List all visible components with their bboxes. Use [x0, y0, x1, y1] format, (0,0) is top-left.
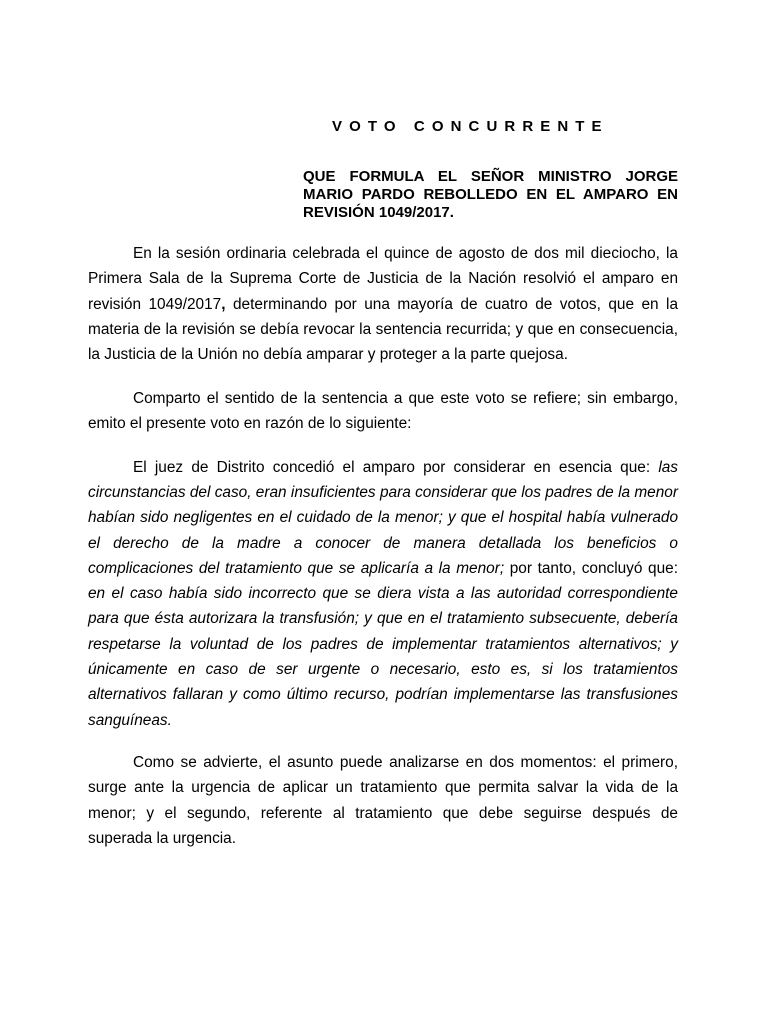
document-title: VOTO CONCURRENTE — [332, 118, 609, 135]
paragraph-1-bold-comma: , — [221, 295, 226, 313]
paragraph-4: Como se advierte, el asunto puede analizarse en dos momentos: el primero, surge ante la urgencia de aplicar un tratamiento que permita salvar la vida de la menor; y el segundo, referente al tratamiento que debe seguirse después de superada la urgencia. — [88, 753, 678, 847]
paragraph-3-quote-1: las circunstancias del caso, eran insuficientes para considerar que los padres de la menor habían sido negligentes en el cuidado de la menor; y que el hospital había vulnerado el derecho de la madre a conocer de manera detallada los beneficios o complicaciones del tratamiento que se aplicaría a la menor; — [88, 458, 678, 577]
paragraph-1 — [88, 241, 678, 367]
paragraph-3 — [88, 455, 678, 733]
paragraph-2: Comparto el sentido de la sentencia a que este voto se refiere; sin embargo, emito el presente voto en razón de lo siguiente: — [88, 389, 678, 433]
document-body — [88, 241, 678, 869]
paragraph-3-text-c: por tanto, concluyó que: — [504, 559, 678, 577]
paragraph-3-quote-2: en el caso había sido incorrecto que se diera vista a las autoridad correspondiente para que ésta autorizara la transfusión; y que en el tratamiento subsecuente, debería respetarse la voluntad de los padres de implementar tratamientos alternativos; y únicamente en caso de ser urgente o necesario, esto es, si los tratamientos alternativos fallaran y como último recurso, podrían implementarse las transfusiones sanguíneas. — [88, 585, 678, 729]
paragraph-3-text-a: El juez de Distrito concedió el amparo por considerar en esencia que: — [133, 458, 659, 476]
paragraph-1-text-a: En la sesión ordinaria celebrada el quince de agosto de dos mil dieciocho, la Primera Sala de la Suprema Corte de Justicia de la Nación resolvió el amparo en revisión 1049/2017 — [88, 245, 678, 313]
document-subtitle: QUE FORMULA EL SEÑOR MINISTRO JORGE MARIO PARDO REBOLLEDO EN EL AMPARO EN REVISIÓN 1049/2017. — [303, 168, 678, 221]
paragraph-1-text-c: determinando por una mayoría de cuatro de votos, que en la materia de la revisión se debía revocar la sentencia recurrida; y que en consecuencia, la Justicia de la Unión no debía amparar y proteger a la parte quejosa. — [88, 295, 679, 364]
